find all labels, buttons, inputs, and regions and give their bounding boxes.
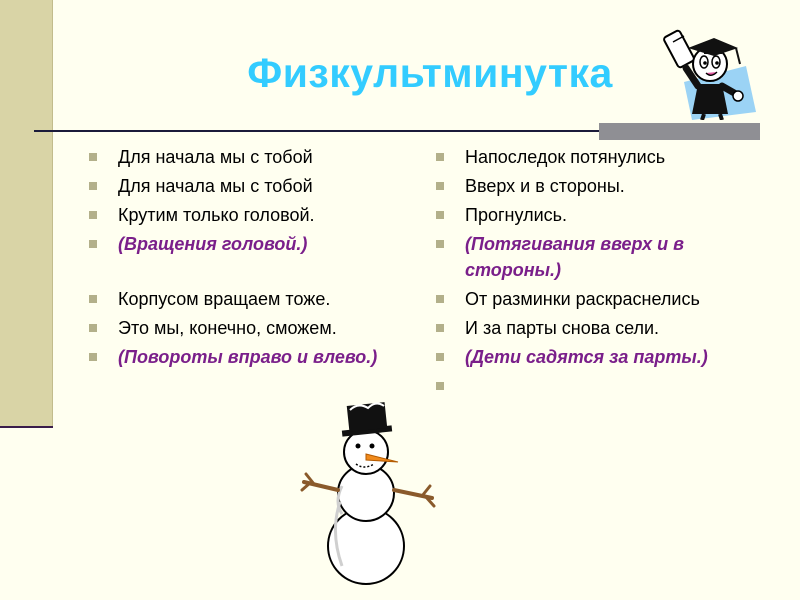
list-item-text: (Дети садятся за парты.) [465, 347, 708, 367]
slide-title: Физкультминутка [247, 50, 613, 96]
bullet-icon [436, 153, 444, 161]
bullet-icon [89, 211, 97, 219]
list-item-text: (Повороты вправо и влево.) [118, 347, 378, 367]
right-column [433, 144, 773, 402]
list-item-text: Это мы, конечно, сможем. [118, 318, 337, 338]
list-item [86, 144, 416, 170]
list-item-text: Крутим только головой. [118, 205, 315, 225]
list-item-instruction [86, 344, 388, 370]
list-item-instruction [433, 231, 750, 283]
list-item [86, 202, 416, 228]
bullet-icon [436, 182, 444, 190]
bullet-icon [89, 182, 97, 190]
list-item-text: И за парты снова сели. [465, 318, 660, 338]
list-item-text: Вверх и в стороны. [465, 176, 625, 196]
list-item-empty [433, 373, 773, 399]
bullet-icon [436, 240, 444, 248]
graduate-clipart-icon [662, 24, 762, 120]
bullet-icon [89, 324, 97, 332]
list-item-text: От разминки раскраснелись [465, 289, 700, 309]
bullet-icon [436, 353, 444, 361]
bullet-icon [436, 295, 444, 303]
list-item-text: Для начала мы с тобой [118, 176, 313, 196]
list-item [86, 173, 416, 199]
list-item [433, 173, 773, 199]
list-item-text: Корпусом вращаем тоже. [118, 289, 331, 309]
list-item [433, 286, 705, 312]
list-item [86, 315, 416, 341]
list-item-instruction [86, 231, 416, 257]
bullet-icon [436, 382, 444, 390]
bullet-icon [89, 353, 97, 361]
list-item-text: (Вращения головой.) [118, 234, 308, 254]
title-accent-block [599, 123, 760, 140]
list-item-text: Для начала мы с тобой [118, 147, 313, 167]
bullet-icon [89, 295, 97, 303]
list-item-text: Прогнулись. [465, 205, 568, 225]
side-band-divider [0, 426, 53, 428]
bullet-icon [436, 324, 444, 332]
snowman-clipart-icon [298, 398, 440, 588]
list-item [433, 315, 773, 341]
bullet-icon [89, 153, 97, 161]
list-item-text: Напоследок потянулись [465, 147, 666, 167]
list-item [86, 286, 416, 312]
left-column [86, 144, 416, 373]
bullet-icon [436, 211, 444, 219]
bullet-icon [89, 240, 97, 248]
list-item-instruction [433, 344, 715, 370]
list-item-text: (Потягивания вверх и в стороны.) [465, 234, 684, 280]
list-item [433, 144, 773, 170]
list-item [433, 202, 773, 228]
